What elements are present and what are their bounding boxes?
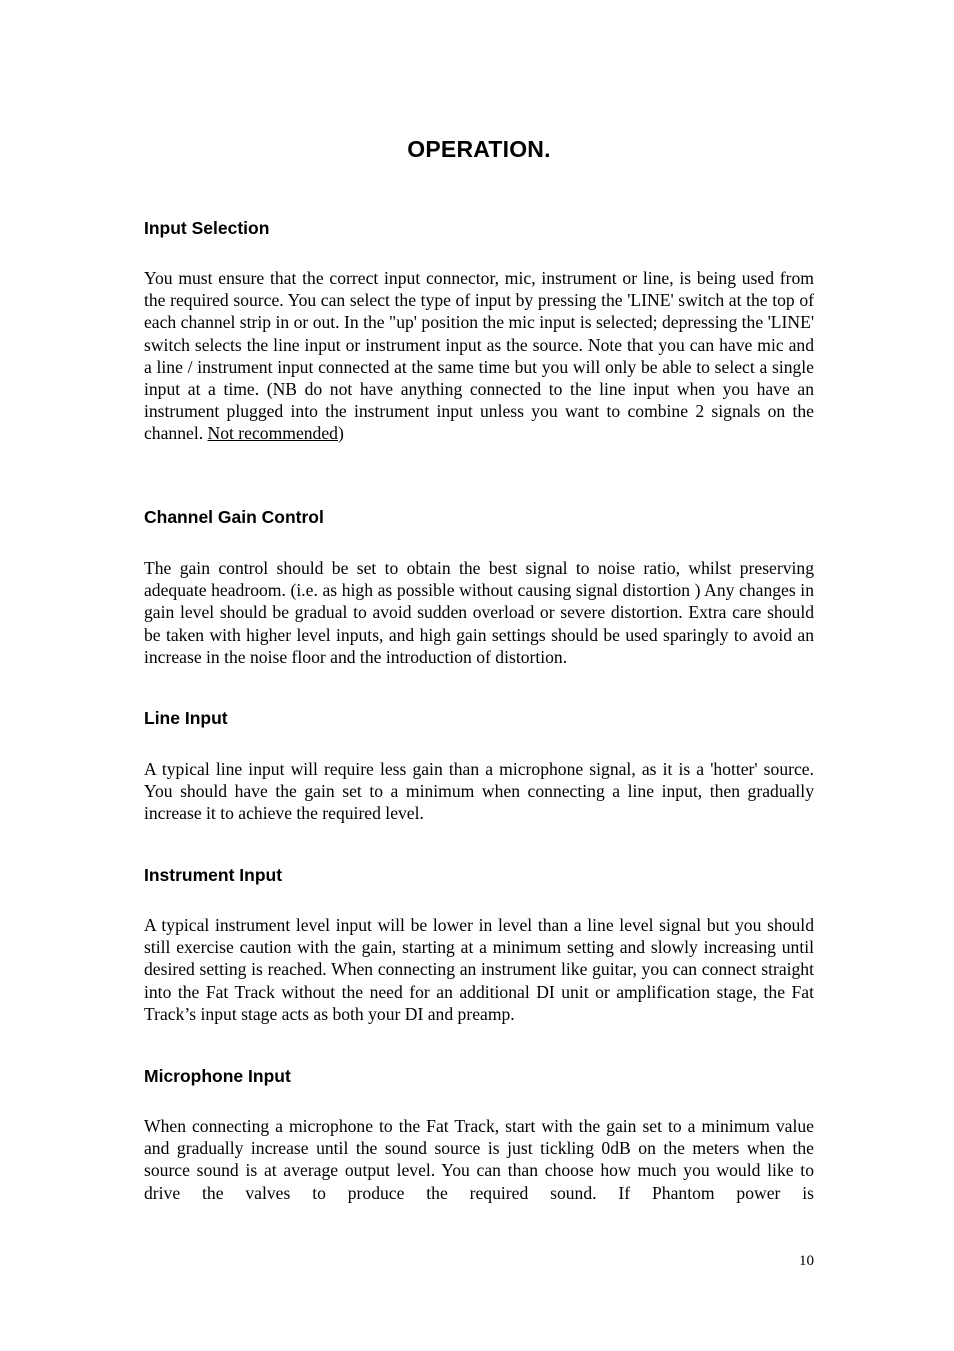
- heading-channel-gain-control: Channel Gain Control: [144, 507, 324, 527]
- heading-instrument-input: Instrument Input: [144, 865, 283, 885]
- paragraph-channel-gain-control: The gain control should be set to obtain the best signal to noise ratio, whilst preserving adequate headroom. (i.e. as high as possible without causing signal distortion ) Any changes in gain level should be gradual to avoid sudden overload or severe distortion. Extra care should be taken with higher level inputs, and high gain settings should be used sparingly to avoid an increase in the noise floor and the introduction of distortion.: [144, 558, 814, 667]
- heading-microphone-input: Microphone Input: [144, 1066, 291, 1086]
- page-title: OPERATION.: [407, 136, 551, 162]
- heading-line-input: Line Input: [144, 708, 228, 728]
- not-recommended-underlined-text: Not recommended: [207, 423, 338, 444]
- page-number: 10: [799, 1253, 814, 1269]
- paragraph-line-input: A typical line input will require less gain than a microphone signal, as it is a 'hotter' source. You should have the gain set to a minimum when connecting a line input, then gradually increase it to achieve the required level.: [144, 759, 814, 824]
- paragraph-input-selection: [144, 267, 814, 445]
- paragraph-input-selection-tail: ): [337, 423, 344, 444]
- paragraph-microphone-input: When connecting a microphone to the Fat Track, start with the gain set to a minimum value and gradually increase until the sound source is just tickling 0dB on the meters when the source sound is at average output level. You can than choose how much you would like to drive the valves to produce the required sound. If Phantom power is: [144, 1116, 814, 1203]
- heading-input-selection: Input Selection: [144, 218, 270, 238]
- paragraph-instrument-input: A typical instrument level input will be lower in level than a line level signal but you should still exercise caution with the gain, starting at a minimum setting and slowly increasing until desired setting is reached. When connecting an instrument like guitar, you can connect straight into the Fat Track without the need for an additional DI unit or amplification stage, the Fat Track’s input stage acts as both your DI and preamp.: [144, 915, 814, 1024]
- paragraph-input-selection-text: You must ensure that the correct input connector, mic, instrument or line, is being used from the required source. You can select the type of input by pressing the 'LINE' switch at the top of each channel strip in or out. In the "up' position the mic input is selected; depressing the 'LINE' switch selects the line input or instrument input as the source. Note that you can have mic and a line / instrument input connected at the same time but you will only be able to select a single input at a time. (NB do not have anything connected to the line input when you have an instrument plugged into the instrument input unless you want to combine 2 signals on the channel.: [144, 268, 814, 444]
